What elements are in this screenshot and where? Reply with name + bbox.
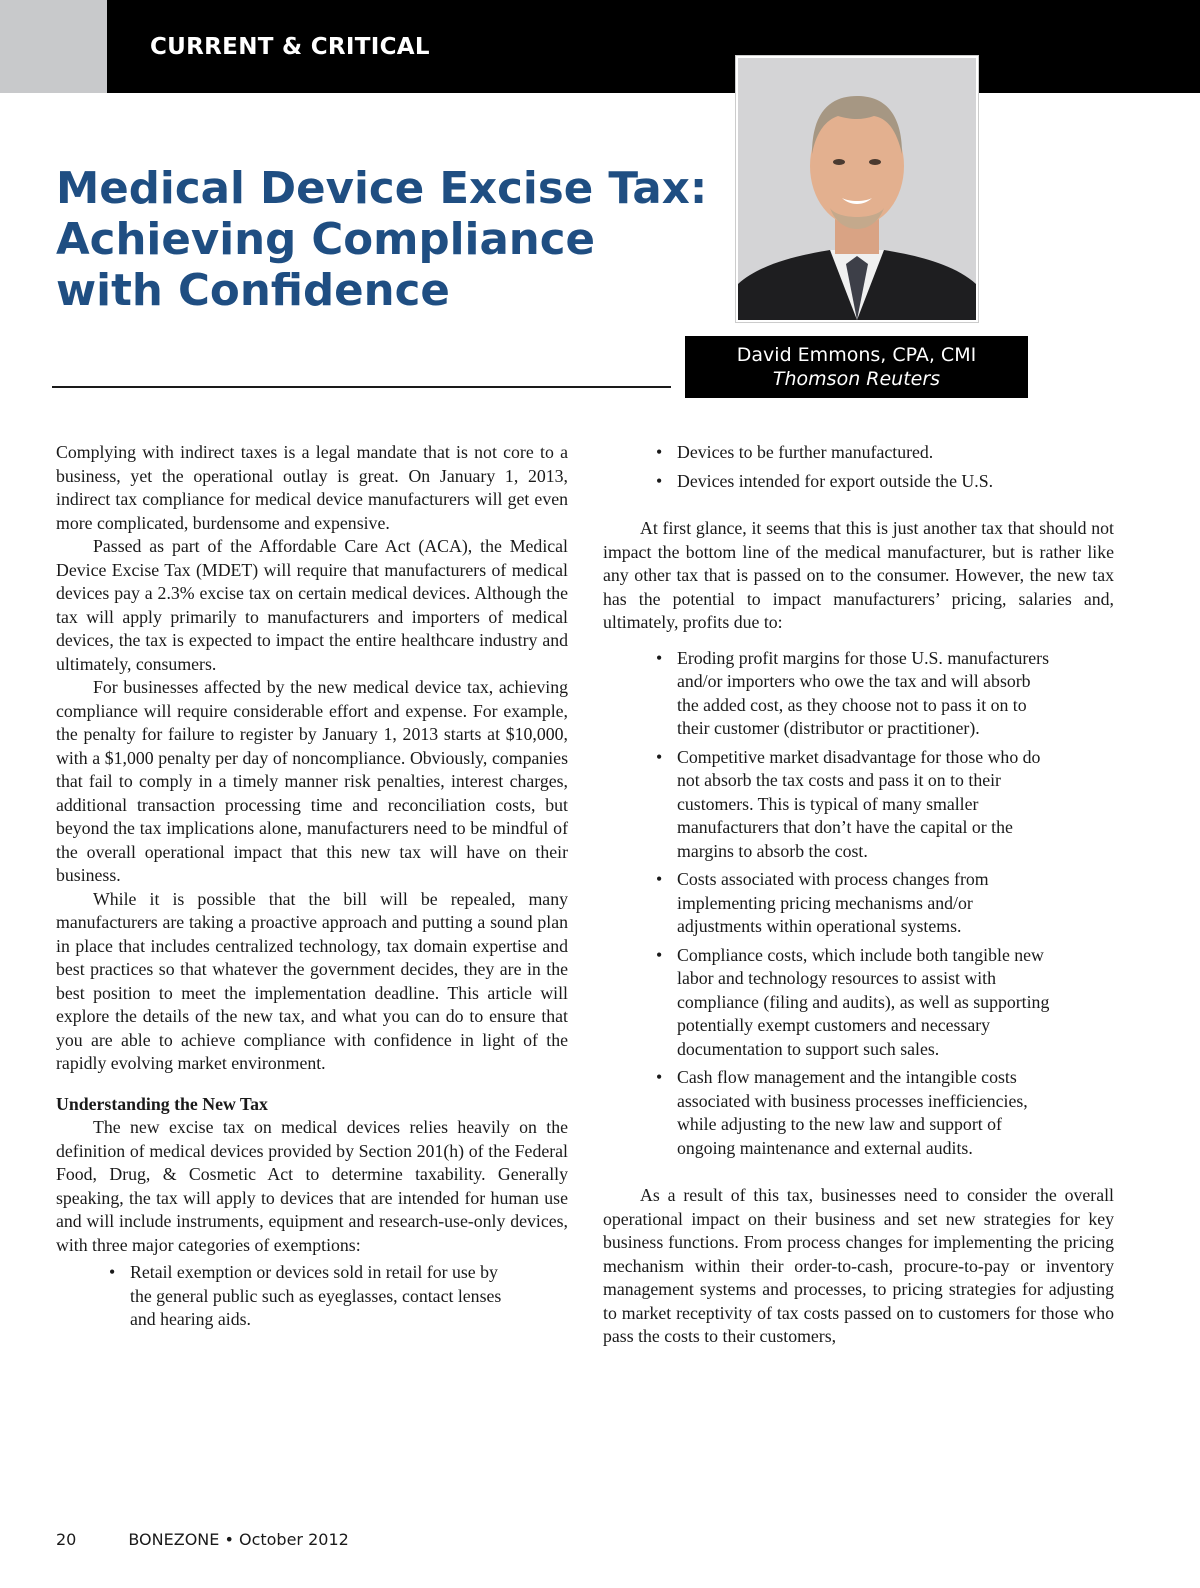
bullet-icon: • [656,442,663,462]
header-gray-tab [0,0,107,93]
list-item-text: Retail exemption or devices sold in retail for use by the general public such as eyeglasses, contact lenses and hearing aids. [130,1262,502,1329]
left-column [56,441,568,1337]
section-label: CURRENT & CRITICAL [150,34,430,60]
body-paragraph: Complying with indirect taxes is a legal mandate that is not core to a business, yet the operational outlay is great. On January 1, 2013, indirect tax compliance for medical device manufacturers will get even more complicated, burdensome and expensive. [56,442,568,533]
list-item-text: Devices to be further manufactured. [677,442,934,462]
body-paragraph: At first glance, it seems that this is just another tax that should not impact the bottom line of the medical manufacturer, but is rather like any other tax that is passed on to the consumer. However, the new tax has the potential to impact manufacturers’ pricing, salaries and, ultimately, profits due to: [603,518,1114,632]
list-item-text: Cash flow management and the intangible costs associated with business processes inefficiencies, while adjusting to the new law and support of ongoing maintenance and external audits. [677,1067,1028,1158]
section-heading: Understanding the New Tax [56,1093,268,1114]
bullet-icon: • [656,647,663,668]
list-item-text: Costs associated with process changes from implementing pricing mechanisms and/or adjustments within operational systems. [677,869,989,936]
list-item [603,1066,1051,1160]
bullet-icon: • [656,1067,663,1087]
author-photo [736,56,978,322]
title-line-2: Achieving Compliance [56,215,596,265]
body-paragraph: For businesses affected by the new medical device tax, achieving compliance will require considerable effort and expense. For example, the penalty for failure to register by January 1, 2013 starts at $10,000, with a $1,000 penalty per day of noncompliance. Obviously, companies that fail to comply in a timely manner risk penalties, interest charges, additional transaction processing time and reconciliation costs, but beyond the tax implications alone, manufacturers need to be mindful of the overall operational impact that this new tax will have on their business. [56,677,568,885]
author-portrait-image [738,58,976,320]
impact-list [603,647,1114,1161]
author-byline [685,336,1028,398]
title-divider [52,386,671,388]
title-line-3: with Confidence [56,266,450,316]
author-name: David Emmons, CPA, CMI [736,344,977,366]
article-title [56,164,736,317]
list-item [603,868,1051,939]
bullet-icon: • [656,470,663,491]
exemption-list [56,1261,568,1332]
list-item [56,1261,504,1332]
body-paragraph: Passed as part of the Affordable Care Act (ACA), the Medical Device Excise Tax (MDET) will require that manufacturers of medical devices pay a 2.3% excise tax on certain medical devices. Although the tax will apply primarily to manufacturers and importers of medical devices, the tax is expected to impact the entire healthcare industry and ultimately, consumers. [56,536,568,674]
bullet-icon: • [656,869,663,889]
body-paragraph: As a result of this tax, businesses need to consider the overall operational impact on their business and set new strategies for key business functions. From process changes for implementing the pricing mechanism within their order-to-cash, procure-to-pay or inventory management systems and processes, to pricing strategies for adjusting to market receptivity of tax costs passed on to customers for those who pass the costs to their customers, [603,1185,1114,1346]
list-item-text: Devices intended for export outside the U.S. [677,470,994,491]
page-footer [56,1530,349,1549]
list-item [603,746,1051,864]
body-paragraph: The new excise tax on medical devices relies heavily on the definition of medical devices provided by Section 201(h) of the Federal Food, Drug, & Cosmetic Act to determine taxability. Generally speaking, the tax will apply to devices that are intended for human use and will include instruments, equipment and research-use-only devices, with three major categories of exemptions: [56,1117,568,1255]
list-item [603,944,1051,1062]
bullet-icon: • [656,746,663,767]
right-column [603,441,1114,1349]
bullet-icon: • [656,944,663,965]
list-item [603,441,1051,465]
exemption-list-continued [603,441,1114,493]
list-item [603,647,1051,741]
list-item-text: Compliance costs, which include both tangible new labor and technology resources to assist with compliance (filing and audits), as well as supporting potentially exempt customers and necessary documentation to support such sales. [677,944,1050,1059]
bullet-icon: • [109,1262,116,1282]
page-number: 20 [56,1530,77,1549]
body-paragraph: While it is possible that the bill will be repealed, many manufacturers are taking a proactive approach and putting a sound plan in place that includes centralized technology, tax domain expertise and best practices so that whatever the government decides, they are in the best position to meet the implementation deadline. This article will explore the details of the new tax, and what you can do to ensure that you are able to achieve compliance with confidence in light of the rapidly evolving market environment. [56,888,568,1073]
list-item [603,470,1137,494]
author-organization: Thomson Reuters [772,368,941,390]
list-item-text: Competitive market disadvantage for those who do not absorb the tax costs and pass it on to their customers. This is typical of many smaller manufacturers that don’t have the capital or the margins to absorb the cost. [677,746,1041,861]
list-item-text: Eroding profit margins for those U.S. manufacturers and/or importers who owe the tax and will absorb the added cost, as they choose not to pass it on to their customer (distributor or practitioner). [677,647,1050,738]
publication-info: BONEZONE • October 2012 [128,1530,349,1549]
title-line-1: Medical Device Excise Tax: [56,164,708,214]
